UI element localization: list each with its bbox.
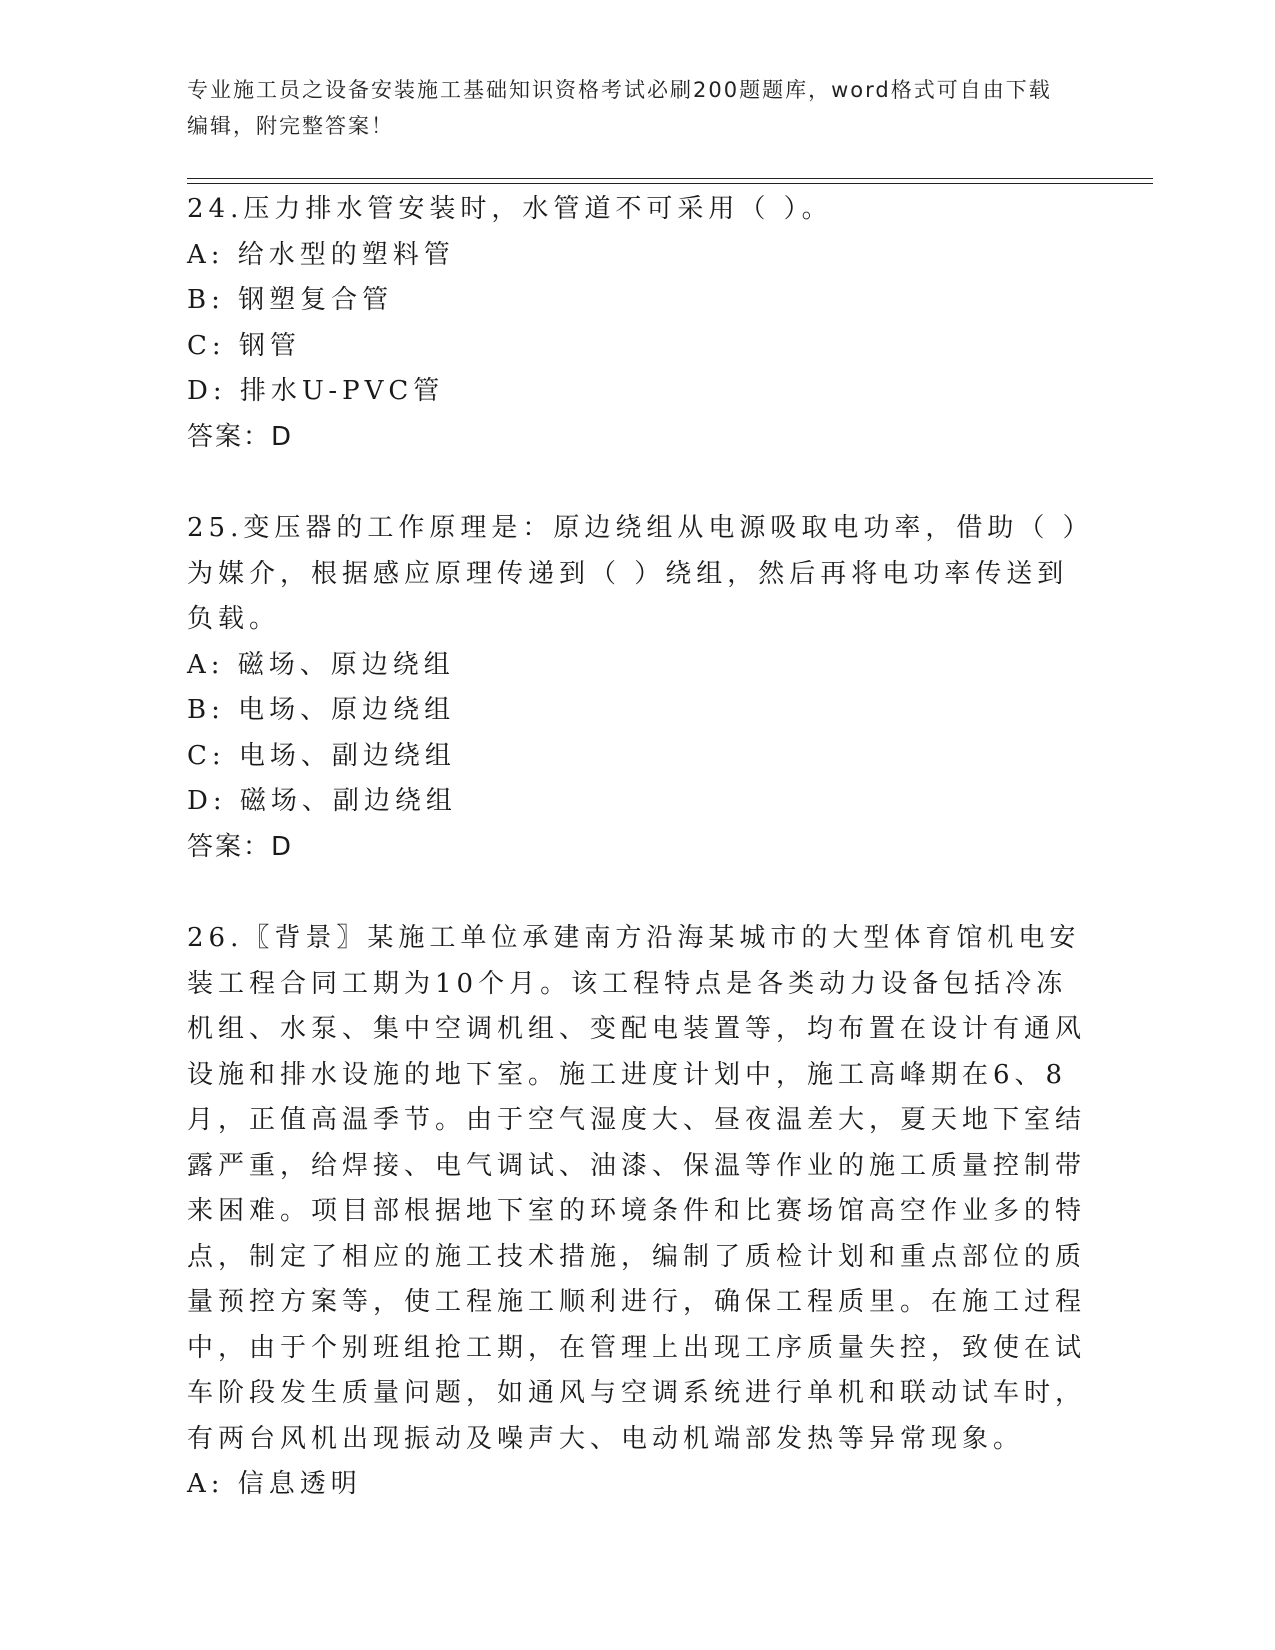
question-stem: 26.〖背景〗某施工单位承建南方沿海某城市的大型体育馆机电安装工程合同工期为10个月。该工程特点是各类动力设备包括冷冻机组、水泵、集中空调机组、变配电装置等，均布置在设计有通风设施和排水设施的地下室。施工进度计划中，施工高峰期在6、8月，正值高温季节。由于空气湿度大、昼夜温差大，夏天地下室结露严重，给焊接、电气调试、油漆、保温等作业的施工质量控制带来困难。项目部根据地下室的环境条件和比赛场馆高空作业多的特点，制定了相应的施工技术措施，编制了质检计划和重点部位的质量预控方案等，使工程施工顺利进行，确保工程质里。在施工过程中，由于个别班组抢工期，在管理上出现工序质量失控，致使在试车阶段发生质量问题，如通风与空调系统进行单机和联动试车时，有两台风机出现振动及噪声大、电动机端部发热等异常现象。 <box>187 923 1087 1454</box>
option-a: A: 磁场、原边绕组 <box>187 649 455 680</box>
option-d: D: 磁场、副边绕组 <box>187 786 457 816</box>
header-divider-top <box>187 178 1153 179</box>
header-divider-bottom <box>187 183 1153 184</box>
question-26 <box>187 916 1087 1508</box>
option-a: A: 信息透明 <box>187 1469 362 1499</box>
option-c: C: 电场、副边绕组 <box>187 740 456 771</box>
option-c: C: 钢管 <box>187 330 301 361</box>
document-header: 专业施工员之设备安装施工基础知识资格考试必刷200题题库，word格式可自由下载编辑，附完整答案！ <box>187 78 1052 138</box>
question-list <box>187 187 1087 1508</box>
question-25 <box>187 506 1087 870</box>
question-stem: 24.压力排水管安装时，水管道不可采用（ ）。 <box>187 194 833 224</box>
answer-line: 答案：D <box>187 421 294 452</box>
option-d: D: 排水U-PVC管 <box>187 376 445 406</box>
question-stem: 25.变压器的工作原理是：原边绕组从电源吸取电功率，借助（ ）为媒介，根据感应原理传递到（ ）绕组，然后再将电功率传送到负载。 <box>187 513 1081 634</box>
question-24 <box>187 187 1087 460</box>
answer-line: 答案：D <box>187 831 294 862</box>
option-b: B: 电场、原边绕组 <box>187 695 456 725</box>
option-b: B: 钢塑复合管 <box>187 285 394 315</box>
option-a: A: 给水型的塑料管 <box>187 239 455 270</box>
